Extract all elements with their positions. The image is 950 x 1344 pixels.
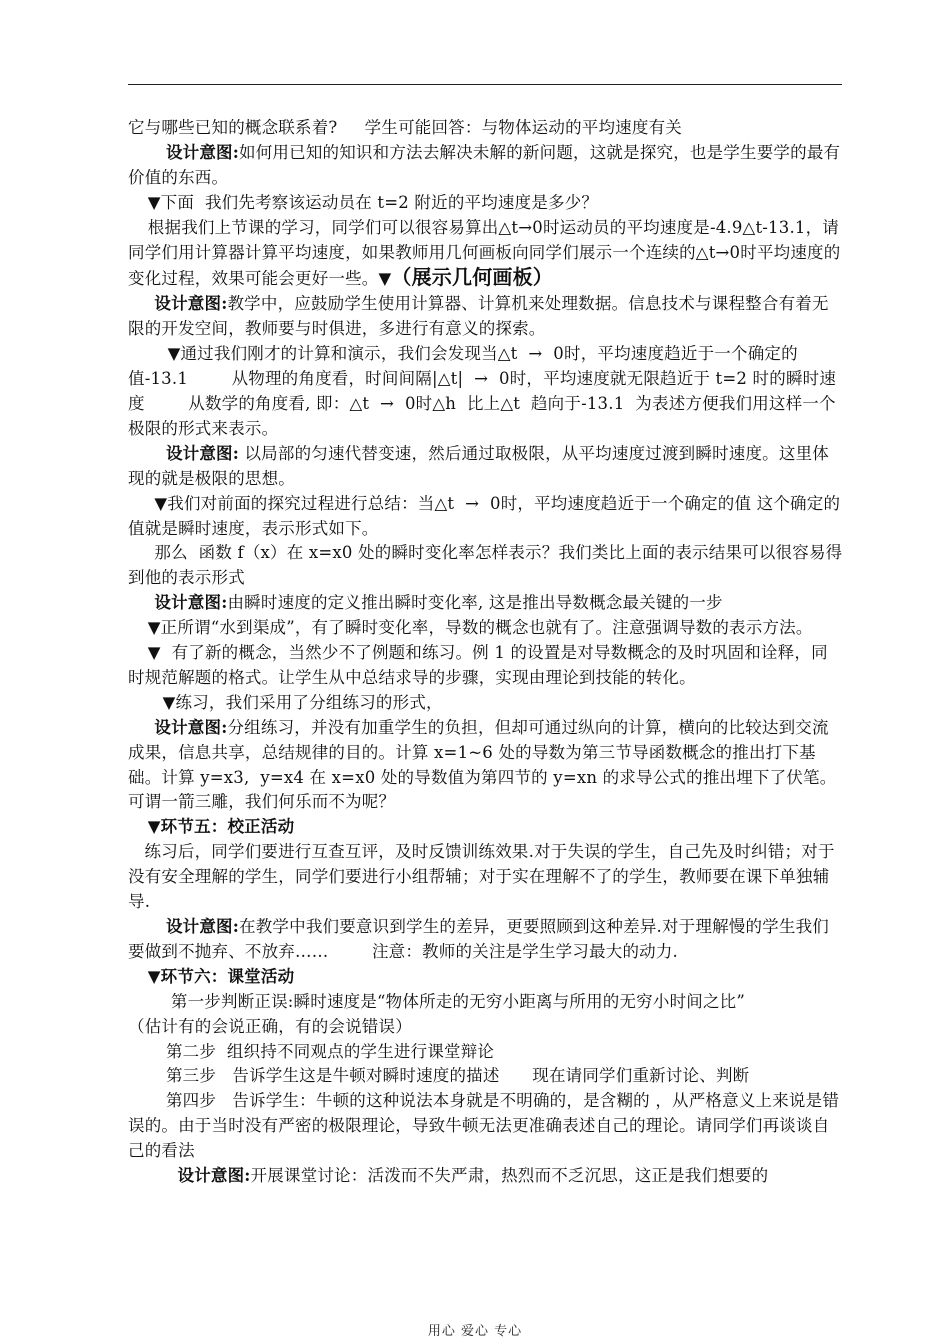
paragraph-text: （估计有的会说正确，有的会说错误） <box>128 1016 412 1036</box>
paragraph-text: 教学中，应鼓励学生使用计算器、计算机来处理数据。信息技术与课程整合有着无限的开发空间，教师要与时俱进，多进行有意义的探索。 <box>128 294 829 339</box>
paragraph-text: 以局部的匀速代替变速，然后通过取极限，从平均速度过渡到瞬时速度。这里体现的就是极限的思想。 <box>128 443 829 488</box>
paragraph-text: 第四步 告诉学生：牛顿的这种说法本身就是不明确的，是含糊的 ，从严格意义上来说是错误的。由于当时没有严密的极限理论，导致牛顿无法更准确表述自己的理论。请同学们再谈谈自己的看法 <box>128 1091 840 1161</box>
paragraph-text: 分组练习，并没有加重学生的负担，但却可通过纵向的计算，横向的比较达到交流成果，信息共享，总结规律的目的。计算 x=1~6 处的导数为第三节导函数概念的推出打下基础。计算 y=x3, y=x4 在 x=x0 处的导数值为第四节的 y=xn 的求导公式的推出埋下了伏笔。可谓一箭三雕，我们何乐而不为呢？ <box>128 717 837 812</box>
paragraph-text: 第一步判断正误:瞬时速度是“物体所走的无穷小距离与所用的无穷小时间之比” <box>170 991 746 1011</box>
bold-label: 设计意图: <box>154 294 228 314</box>
paragraph <box>128 216 844 293</box>
bold-label: 设计意图: <box>154 717 228 737</box>
paragraph-text: ▼正所谓“水到渠成”，有了瞬时变化率，导数的概念也就有了。注意强调导数的表示方法。 <box>147 618 813 638</box>
paragraph-text: ▼练习，我们采用了分组练习的形式， <box>162 692 443 712</box>
paragraph-text: ▼我们对前面的探究过程进行总结：当△t → 0时，平均速度趋近于一个确定的值 这个确定的值就是瞬时速度，表示形式如下。 <box>128 493 841 538</box>
paragraph <box>128 990 844 1015</box>
paragraph-text: 由瞬时速度的定义推出瞬时变化率, 这是推出导数概念最关键的一步 <box>227 593 723 613</box>
paragraph-text: 第二步 组织持不同观点的学生进行课堂辩论 <box>165 1041 495 1061</box>
bold-label: ▼环节六：课堂活动 <box>147 966 295 986</box>
paragraph <box>128 141 844 191</box>
paragraph <box>128 1064 844 1089</box>
paragraph <box>128 616 844 641</box>
header-rule <box>128 84 842 85</box>
document-body <box>128 116 844 1189</box>
paragraph-text: 第三步 告诉学生这是牛顿对瞬时速度的描述 现在请同学们重新讨论、判断 <box>165 1066 750 1086</box>
paragraph <box>128 840 844 915</box>
paragraph-text: 练习后，同学们要进行互查互评，及时反馈训练效果.对于失误的学生，自己先及时纠错；对于没有安全理解的学生，同学们要进行小组帮辅；对于实在理解不了的学生，教师要在课下单独辅导. <box>128 842 835 912</box>
bold-label: 设计意图: <box>165 443 240 463</box>
paragraph-text: ▼下面 我们先考察该运动员在 t=2 附近的平均速度是多少？ <box>147 192 599 212</box>
paragraph <box>128 591 844 616</box>
paragraph <box>128 541 844 591</box>
paragraph <box>128 191 844 216</box>
paragraph <box>128 915 844 965</box>
paragraph-text: 那么 函数 f（x）在 x=x0 处的瞬时变化率怎样表示？我们类比上面的表示结果可以很容易得到他的表示形式 <box>128 543 843 588</box>
paragraph <box>128 1089 844 1164</box>
paragraph-text: 开展课堂讨论：活泼而不失严肃，热烈而不乏沉思，这正是我们想要的 <box>250 1166 769 1186</box>
paragraph-text: 如何用已知的知识和方法去解决未解的新问题，这就是探究，也是学生要学的最有价值的东西。 <box>128 142 841 187</box>
paragraph-text: 在教学中我们要意识到学生的差异，更要照顾到这种差异.对于理解慢的学生我们要做到不抛弃、不放弃…… 注意：教师的关注是学生学习最大的动力. <box>128 917 829 961</box>
paragraph <box>128 342 844 442</box>
paragraph <box>128 641 844 691</box>
paragraph <box>128 116 844 141</box>
paragraph <box>128 492 844 542</box>
paragraph <box>128 716 844 816</box>
emphasis-text: （展示几何画板） <box>391 265 553 290</box>
bold-label: 设计意图: <box>165 917 240 936</box>
paragraph <box>128 965 844 990</box>
paragraph <box>128 1015 844 1040</box>
bold-label: ▼环节五：校正活动 <box>147 817 295 837</box>
paragraph <box>128 442 844 492</box>
page-footer: 用心 爱心 专心 <box>427 1324 523 1339</box>
bold-label: 设计意图: <box>177 1166 251 1186</box>
paragraph-text: 它与哪些已知的概念联系着? 学生可能回答：与物体运动的平均速度有关 <box>128 118 682 137</box>
paragraph <box>128 815 844 840</box>
paragraph <box>128 691 844 716</box>
paragraph-text: ▼通过我们刚才的计算和演示，我们会发现当△t → 0时，平均速度趋近于一个确定的值-13.1 从物理的角度看，时间间隔|△t| → 0时，平均速度就无限趋近于 t=2 时的瞬时速度 从数学的角度看, 即：△t → 0时△h 比上△t 趋向于-13.1 为表述方便我们用这样一个极限的形式来表示。 <box>128 344 837 438</box>
bold-label: 设计意图: <box>154 593 228 613</box>
bold-label: 设计意图: <box>165 142 240 162</box>
paragraph-text: ▼ 有了新的概念，当然少不了例题和练习。例 1 的设置是对导数概念的及时巩固和诠释，同时规范解题的格式。让学生从中总结求导的步骤，实现由理论到技能的转化。 <box>128 643 828 687</box>
paragraph <box>128 292 844 342</box>
paragraph <box>128 1164 844 1189</box>
paragraph-text: 根据我们上节课的学习，同学们可以很容易算出△t→0时运动员的平均速度是-4.9△t-13.1，请同学们用计算器计算平均速度，如果教师用几何画板向同学们展示一个连续的△t→0时平均速度的变化过程，效果可能会更好一些。▼ <box>128 217 841 289</box>
paragraph <box>128 1040 844 1065</box>
